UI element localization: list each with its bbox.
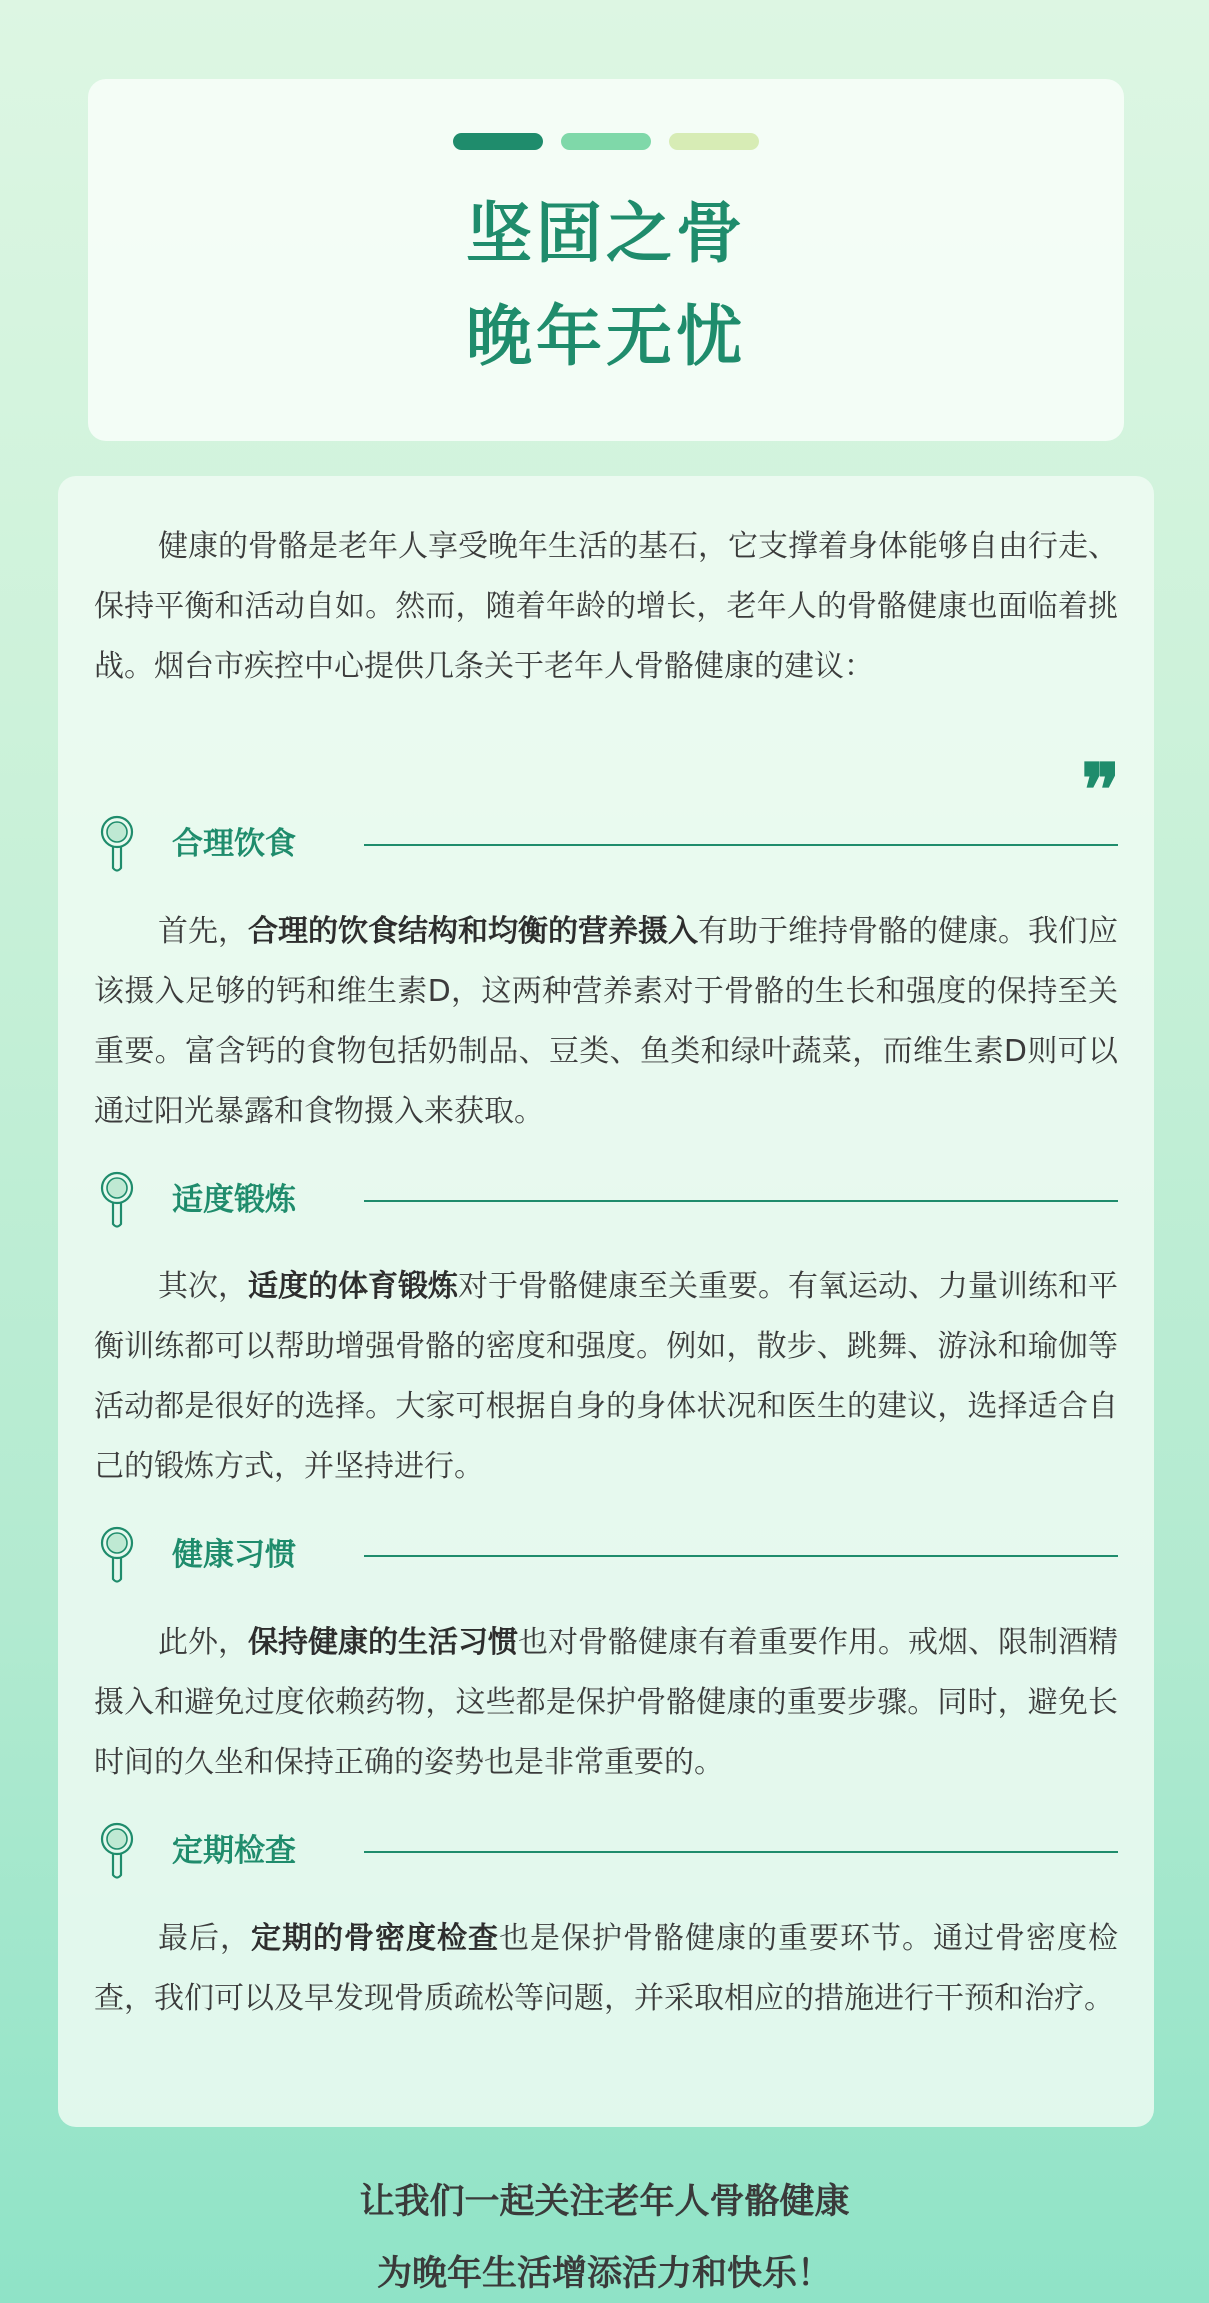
section-paragraph-exercise <box>94 1257 1118 1497</box>
section-header-exercise <box>98 1170 1118 1230</box>
paragraph-lead: 首先， <box>158 914 248 949</box>
paragraph-body: 也是保护骨骼健康的重要环节。通过骨密度检查，我们可以及早发现骨质疏松等问题，并采取相应的措施进行干预和治疗。 <box>94 1921 1118 2016</box>
paragraph-lead: 此外， <box>158 1625 248 1660</box>
paragraph-highlight: 定期的骨密度检查 <box>251 1921 499 1956</box>
page-title-line-2: 晚年无忧 <box>466 298 746 375</box>
paragraph-highlight: 适度的体育锻炼 <box>248 1269 458 1304</box>
magnifier-icon <box>98 814 136 874</box>
header-card <box>88 79 1124 441</box>
intro-paragraph: 健康的骨骼是老年人享受晚年生活的基石，它支撑着身体能够自由行走、保持平衡和活动自如。然而，随着年龄的增长，老年人的骨骼健康也面临着挑战。烟台市疾控中心提供几条关于老年人骨骼健康的建议： <box>94 529 1118 684</box>
section-paragraph-habits <box>94 1613 1118 1793</box>
decorative-bar-light <box>669 133 759 150</box>
content-card <box>58 476 1154 2127</box>
section-divider <box>364 1200 1118 1202</box>
closing-line-1: 让我们一起关注老年人骨骼健康 <box>359 2182 850 2222</box>
magnifier-icon <box>98 1821 136 1881</box>
section-title: 定期检查 <box>172 1833 296 1869</box>
section-title: 健康习惯 <box>172 1537 296 1573</box>
section-divider <box>364 1851 1118 1853</box>
decorative-bar-dark <box>453 133 543 150</box>
quote-icon: ❞ <box>1081 747 1120 832</box>
page-title-line-1: 坚固之骨 <box>466 195 746 272</box>
decorative-bars <box>88 133 1124 150</box>
section-header-habits <box>98 1525 1118 1585</box>
section-title: 合理饮食 <box>172 826 296 862</box>
magnifier-icon <box>98 1170 136 1230</box>
section-title: 适度锻炼 <box>172 1182 296 1218</box>
section-header-diet <box>98 814 1118 874</box>
paragraph-body: 也对骨骼健康有着重要作用。戒烟、限制酒精摄入和避免过度依赖药物，这些都是保护骨骼健康的重要步骤。同时，避免长时间的久坐和保持正确的姿势也是非常重要的。 <box>94 1625 1118 1780</box>
section-divider <box>364 844 1118 846</box>
section-header-checkup <box>98 1821 1118 1881</box>
paragraph-highlight: 合理的饮食结构和均衡的营养摄入 <box>248 914 698 949</box>
section-divider <box>364 1555 1118 1557</box>
closing-line-2: 为晚年生活增添活力和快乐！ <box>376 2254 832 2294</box>
paragraph-highlight: 保持健康的生活习惯 <box>248 1625 518 1660</box>
section-paragraph-checkup <box>94 1909 1118 2029</box>
section-paragraph-diet <box>94 902 1118 1142</box>
paragraph-lead: 其次， <box>158 1269 248 1304</box>
paragraph-lead: 最后， <box>158 1921 251 1956</box>
decorative-bar-mid <box>561 133 651 150</box>
magnifier-icon <box>98 1525 136 1585</box>
paragraph-body: 对于骨骼健康至关重要。有氧运动、力量训练和平衡训练都可以帮助增强骨骼的密度和强度。例如，散步、跳舞、游泳和瑜伽等活动都是很好的选择。大家可根据自身的身体状况和医生的建议，选择适合自己的锻炼方式，并坚持进行。 <box>94 1269 1118 1484</box>
paragraph-body: 有助于维持骨骼的健康。我们应该摄入足够的钙和维生素D，这两种营养素对于骨骼的生长和强度的保持至关重要。富含钙的食物包括奶制品、豆类、鱼类和绿叶蔬菜，而维生素D则可以通过阳光暴露和食物摄入来获取。 <box>94 914 1118 1129</box>
